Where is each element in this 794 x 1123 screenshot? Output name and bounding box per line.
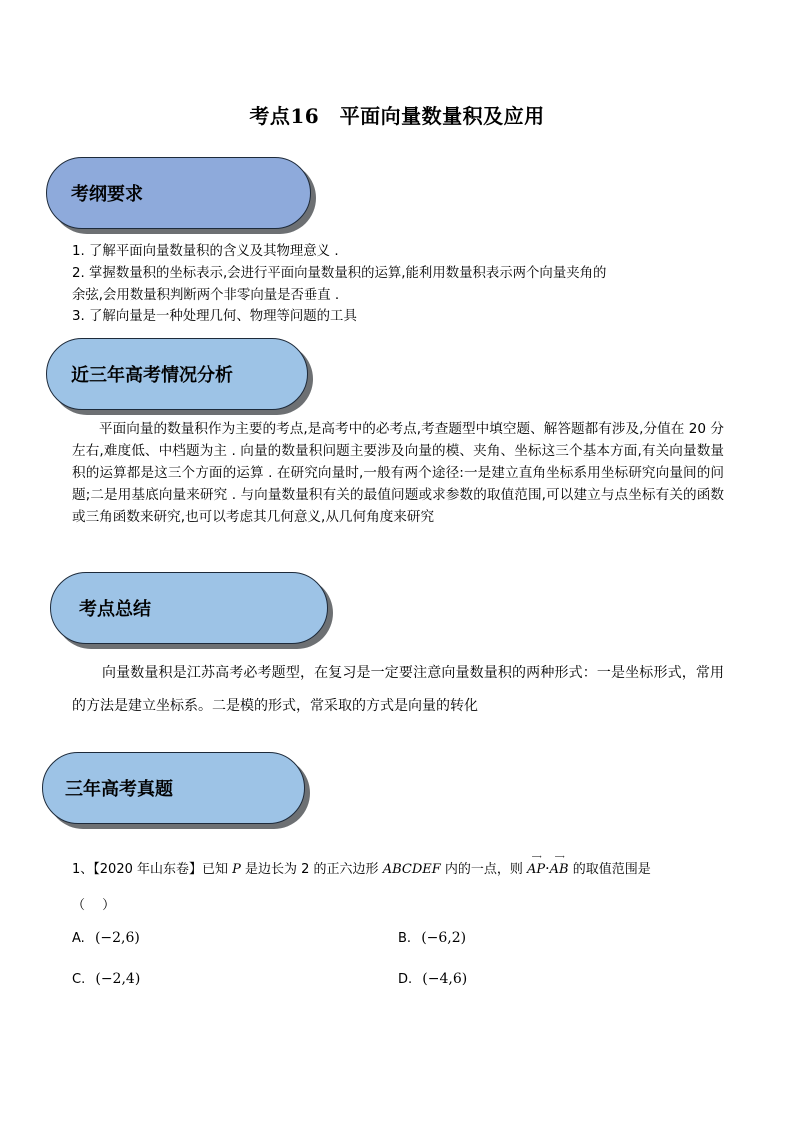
section-header-analysis [46, 338, 308, 410]
requirement-line: 3. 了解向量是一种处理几何、物理等问题的工具 [72, 309, 357, 324]
option-d: D. (−4,6) [398, 971, 468, 987]
question-stem [72, 853, 651, 877]
vector-arrow-icon: ⟶ [531, 853, 541, 861]
requirement-line: 余弦,会用数量积判断两个非零向量是否垂直 . [72, 288, 340, 303]
analysis-paragraph: 平面向量的数量积作为主要的考点,是高考中的必考点,考查题型中填空题、解答题都有涉及,分值在 20 分左右,难度低、中档题为主 . 向量的数量积问题主要涉及向量的模、夹角、坐标这三个基本方面,有关向量数量积的运算都是这三个方面的运算 . 在研究向量时,一般有两个途径:一是建立直角坐标系用坐标研究向量间的问题;二是用基底向量来研究 . 与向量数量积有关的最值问题或求参数的取值范围,可以建立与点坐标有关的函数或三角函数来研究,也可以考虑其几何意义,从几何角度来研究 [72, 421, 724, 525]
vector-arrow-icon: ⟶ [554, 853, 564, 861]
point-p: P [232, 862, 241, 877]
question-mid: 是边长为 2 的正六边形 [240, 862, 383, 877]
option-b: B. (−6,2) [398, 930, 467, 946]
section-label: 考点总结 [79, 599, 151, 620]
question-suffix: 的取值范围是 [568, 862, 651, 877]
vector-ab: ⟶ AB [549, 853, 569, 877]
section-label: 考纲要求 [71, 184, 143, 205]
requirement-line: 2. 掌握数量积的坐标表示,会进行平面向量数量积的运算,能利用数量积表示两个向量夹角的 [72, 266, 607, 281]
section-header-summary [50, 572, 328, 644]
section-header-requirements [46, 157, 311, 229]
summary-paragraph: 向量数量积是江苏高考必考题型，在复习是一定要注意向量数量积的两种形式：一是坐标形式，常用的方法是建立坐标系。二是模的形式，常采取的方式是向量的转化 [72, 665, 724, 714]
section-label: 三年高考真题 [65, 779, 173, 800]
requirement-line: 1. 了解平面向量数量积的含义及其物理意义 . [72, 244, 339, 259]
section-header-exam-questions [42, 752, 305, 824]
option-c: C. (−2,4) [72, 971, 141, 987]
hexagon-name: ABCDEF [382, 862, 441, 877]
question-mid2: 内的一点，则 [440, 862, 528, 877]
option-a: A. (−2,6) [72, 930, 140, 946]
vector-ap: ⟶ AP [527, 853, 546, 877]
dot-operator: · [545, 861, 550, 877]
question-prefix: 1、【2020 年山东卷】已知 [72, 862, 233, 877]
page-title: 考点16 平面向量数量积及应用 [249, 104, 545, 128]
answer-blank: （ ） [72, 898, 116, 913]
section-label: 近三年高考情况分析 [71, 365, 233, 386]
